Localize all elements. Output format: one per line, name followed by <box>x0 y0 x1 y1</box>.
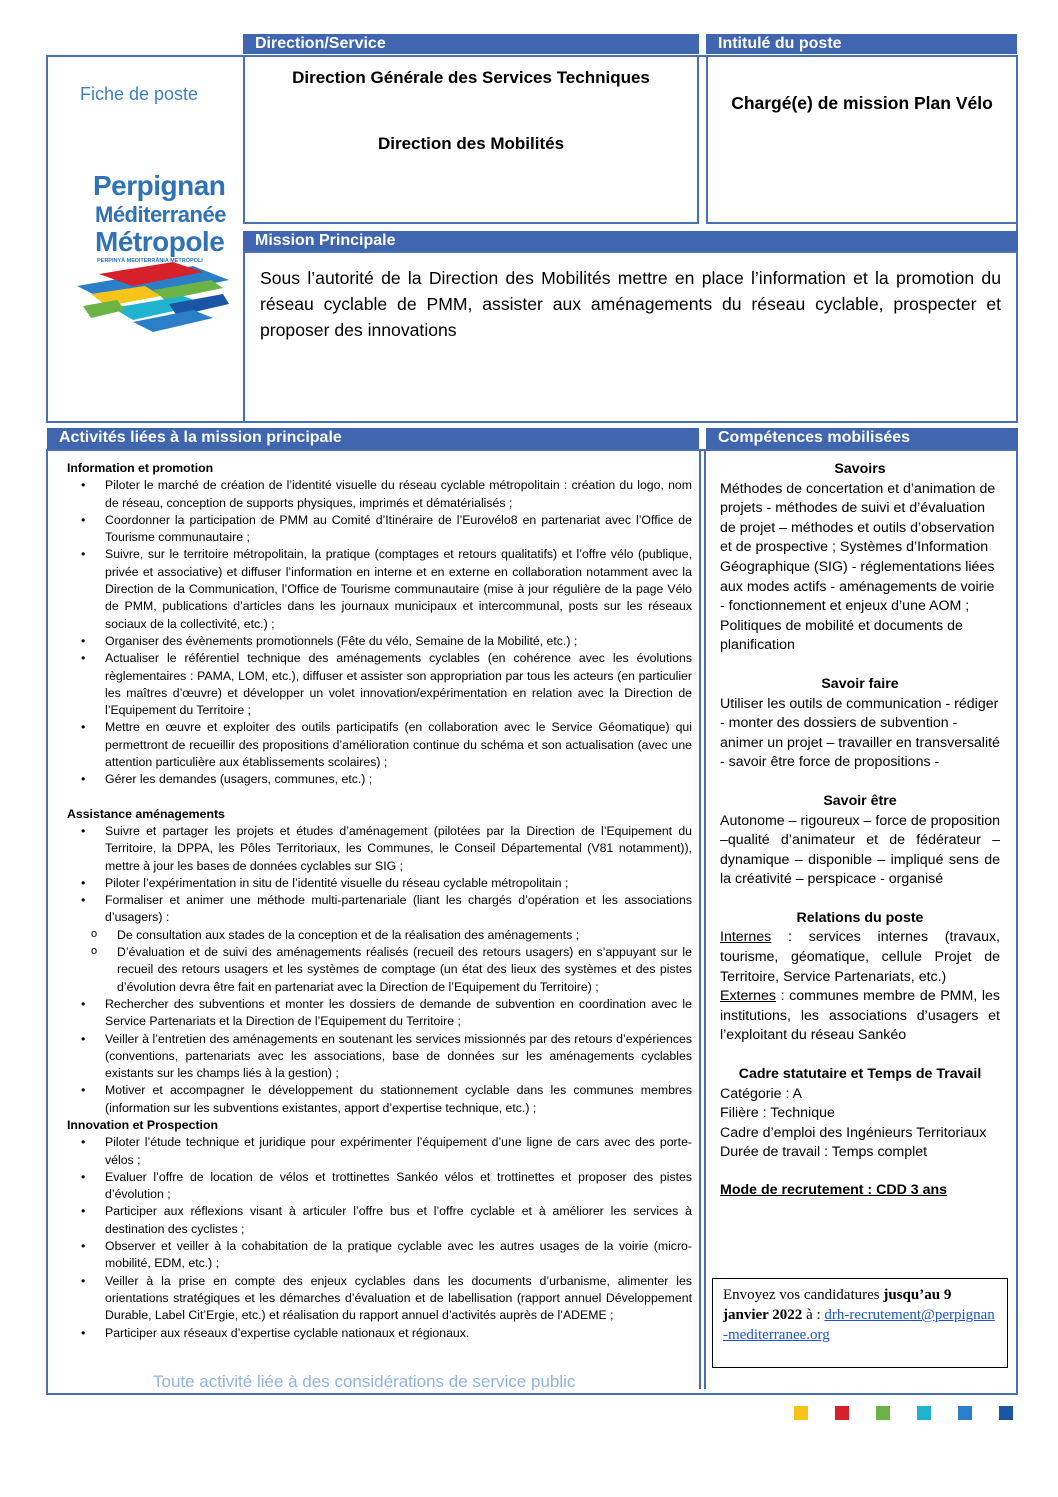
externes-label: Externes <box>720 988 776 1005</box>
logo-tagline: PERPINYÀ MEDITERRÀNIA METRÒPOLI <box>97 258 203 264</box>
competences-content <box>720 460 1000 1201</box>
list-item: • Motiver et accompagner le développement du stationnement cyclable dans les communes membres (information sur les subventions existantes, apport d’expertise technique, etc.) ; <box>105 1082 692 1117</box>
poste-title: Chargé(e) de mission Plan Vélo <box>731 93 993 113</box>
direction-generale-text: Direction Générale des Services Techniques <box>292 68 650 87</box>
list-item: • Suivre, sur le territoire métropolitain, la pratique (comptages et retours qualitatifs) et l’offre vélo (publique, privée et associative) et diffuser l’information en interne et en externe en collaboration notamment avec la Direction de la Communication, l’Office de Tourisme communautaire (mise à jour régulière de la page Vélo de PMM, publications d’articles dans les journaux municipaux et intercommunal, posts sur les réseaux sociaux de la collectivité, etc.) ; <box>105 546 692 632</box>
externes-text: : communes membre de PMM, les institutions, les associations d’usagers et l’exploitant du réseau Sankéo <box>720 988 1000 1044</box>
relations-externes <box>720 987 1000 1046</box>
list-item: • Participer aux réseaux d’expertise cyclable nationaux et régionaux. <box>105 1325 692 1342</box>
list-item: • Participer aux réflexions visant à articuler l’offre bus et l’offre cyclable et à améliorer les services à destination des cyclistes ; <box>105 1203 692 1238</box>
column-divider <box>704 449 706 1389</box>
list-item: • Rechercher des subventions et monter les dossiers de demande de subvention en coordination avec le Service Partenariats et la Direction de l’Equipement du Territoire ; <box>105 996 692 1031</box>
assistance-sublist <box>67 927 692 996</box>
header-label: Compétences mobilisées <box>718 429 911 446</box>
sub-list-item: o D’évaluation et de suivi des aménagements réalisés (recueil des retours usagers) en s’appuyant sur le recueil des retours usagers et les systèmes de comptage (un état des lieux des systèmes et des pistes d’évolution devra être fait en partenariat avec la Direction de l’Equipement du Territoire) ; <box>117 944 692 996</box>
color-square <box>958 1406 972 1420</box>
header-label: Mission Principale <box>255 232 396 249</box>
color-square <box>794 1406 808 1420</box>
column-divider <box>699 449 701 1389</box>
color-square <box>917 1406 931 1420</box>
activities-content <box>67 460 692 1342</box>
color-square <box>876 1406 890 1420</box>
logo-line-perpignan: Perpignan <box>93 170 226 201</box>
list-item: • Piloter le marché de création de l’identité visuelle du réseau cyclable métropolitain : création du logo, nom de réseau, conception de supports physiques, imprimés et dématérialisés ; <box>105 477 692 512</box>
section-title-assistance: Assistance aménagements <box>67 806 225 821</box>
savoirs-title: Savoirs <box>834 461 886 477</box>
header-label: Activités liées à la mission principale <box>59 429 342 446</box>
intitule-poste-header <box>706 34 1017 54</box>
list-item: • Evaluer l’offre de location de vélos et trottinettes Sankéo vélos et trottinettes et proposer des pistes d’évolution ; <box>105 1169 692 1204</box>
internes-text: : services internes (travaux, tourisme, géomatique, cellule Projet de Territoire, Service Partenariats, etc.) <box>720 929 1000 985</box>
relations-title: Relations du poste <box>796 909 924 926</box>
savoir-etre-title: Savoir être <box>823 792 897 809</box>
list-item: • Mettre en œuvre et exploiter des outils participatifs (en collaboration avec le Service Géomatique) qui permettront de recueillir des propositions d’amélioration continue du schéma et son actualisation (avec une attention particulière aux établissements scolaires) ; <box>105 719 692 771</box>
mode-recrutement: Mode de recrutement : CDD 3 ans <box>720 1182 948 1198</box>
list-item: • Veiller à la prise en compte des enjeux cyclables dans les documents d’urbanisme, alimenter les orientations stratégiques et les démarches d’évaluation et de labellisation (rapport annuel Développement Durable, Label Cit’Ergie, etc.) et réalisation du rapport annuel d’activités auprès de l’ADEME ; <box>105 1273 692 1325</box>
duree-text: Durée de travail : Temps complet <box>720 1144 928 1161</box>
intitule-box <box>706 55 1018 224</box>
cadre-emploi-text: Cadre d’emploi des Ingénieurs Territoriaux <box>720 1124 987 1141</box>
assistance-list-continued <box>67 996 692 1117</box>
list-item: • Organiser des évènements promotionnels (Fête du vélo, Semaine de la Mobilité, etc.) ; <box>105 633 692 650</box>
contact-box <box>712 1278 1008 1368</box>
list-item: • Coordonner la participation de PMM au Comité d’Itinéraire de l’Eurovélo8 en partenariat avec l’Office de Tourisme communautaire ; <box>105 512 692 547</box>
contact-deadline: jusqu’au 9 janvier 2022 <box>723 1287 952 1323</box>
relations-internes <box>720 928 1000 987</box>
direction-service-header <box>243 34 699 54</box>
header-label: Intitulé du poste <box>718 35 842 52</box>
competences-header <box>706 428 1018 449</box>
mission-box <box>243 251 1018 423</box>
fiche-de-poste-label: Fiche de poste <box>80 84 199 104</box>
internes-label: Internes <box>720 929 772 946</box>
savoirs-text: Méthodes de concertation et d’animation de projets - méthodes de suivi et d’évaluation de projet – méthodes et outils d’observation et de prospective ; Systèmes d’Information Géographique (SIG) - réglementations liées aux modes actifs - aménagements de voirie - fonctionnement et enjeux d’une AOM ; Politiques de mobilité et documents de planification <box>720 480 996 654</box>
logo-line-mediterranee: Méditerranée <box>95 202 226 227</box>
list-item: • Piloter l’expérimentation in situ de l’identité visuelle du réseau cyclable métropolitain ; <box>105 875 692 892</box>
direction-mobilites-text: Direction des Mobilités <box>377 134 565 153</box>
filiere-text: Filière : Technique <box>720 1105 835 1122</box>
color-square <box>999 1406 1013 1420</box>
innovation-list <box>67 1134 692 1342</box>
list-item: • Suivre et partager les projets et études d’aménagement (pilotées par la Direction de l’Equipement du Territoire, la DPPA, les Pôles Territoriaux, les Communes, le Conseil Départemental (V81 notamment)), mettre à jour les bases de données cyclables sur SIG ; <box>105 823 692 875</box>
section-title-innovation: Innovation et Prospection <box>67 1117 218 1132</box>
savoir-faire-title: Savoir faire <box>821 675 899 692</box>
activites-header <box>47 428 699 449</box>
cadre-title: Cadre statutaire et Temps de Travail <box>738 1066 982 1083</box>
mission-principale-header <box>243 231 1018 251</box>
mission-text: Sous l’autorité de la Direction des Mobilités mettre en place l’information et la promotion du réseau cyclable de PMM, assister aux aménagements du réseau cyclable, prospecter et proposer des innovations <box>260 268 1001 340</box>
color-square <box>835 1406 849 1420</box>
list-item: • Actualiser le référentiel technique des aménagements cyclables (en cohérence avec les évolutions règlementaires : PAMA, LOM, etc.), diffuser et assister son appropriation par tous les acteurs (en particulier les maîtres d’œuvre) et développer un volet innovation/expérimentation en relation avec la Direction de l’Equipement du Territoire ; <box>105 650 692 719</box>
assistance-list <box>67 823 692 927</box>
contact-mid: à : <box>802 1307 825 1323</box>
logo-area <box>47 56 242 421</box>
section-title-information: Information et promotion <box>67 461 214 475</box>
savoir-etre-text: Autonome – rigoureux – force de proposition –qualité d’animateur et de fédérateur – dynamique – disponible – impliqué sens de la créativité – perspicace - organisé <box>720 812 1000 888</box>
categorie-text: Catégorie : A <box>720 1085 803 1102</box>
list-item: • Gérer les demandes (usagers, communes, etc.) ; <box>105 771 692 788</box>
service-public-footer: Toute activité liée à des considérations de service public <box>153 1372 576 1391</box>
information-list <box>67 477 692 788</box>
list-item: • Formaliser et animer une méthode multi-partenariale (liant les chargés d’opération et les associations d’usagers) : <box>105 892 692 927</box>
contact-email-link[interactable]: drh-recrutement@perpignan-mediterranee.org <box>723 1307 995 1343</box>
contact-prefix: Envoyez vos candidatures <box>723 1287 884 1303</box>
logo-line-metropole: Métropole <box>95 226 225 257</box>
pmm-logo <box>73 154 231 340</box>
list-item: • Piloter l’étude technique et juridique pour expérimenter l’équipement d’une ligne de cars avec des porte-vélos ; <box>105 1134 692 1169</box>
list-item: • Veiller à l’entretien des aménagements en soutenant les services missionnés par des retours d’expériences (conventions, partenariats avec les associations, base de données sur les aménagements cyclables existants sur les champs liés à la gestion) ; <box>105 1031 692 1083</box>
direction-box <box>243 55 699 224</box>
list-item: • Observer et veiller à la cohabitation de la pratique cyclable avec les autres usages de la voirie (micro-mobilité, EDM, etc.) ; <box>105 1238 692 1273</box>
header-label: Direction/Service <box>255 35 386 52</box>
sub-list-item: o De consultation aux stades de la conception et de la réalisation des aménagements ; <box>117 927 692 944</box>
savoir-faire-text: Utiliser les outils de communication - rédiger - monter des dossiers de subvention - animer un projet – travailler en transversalité - savoir être force de propositions - <box>720 695 1000 771</box>
